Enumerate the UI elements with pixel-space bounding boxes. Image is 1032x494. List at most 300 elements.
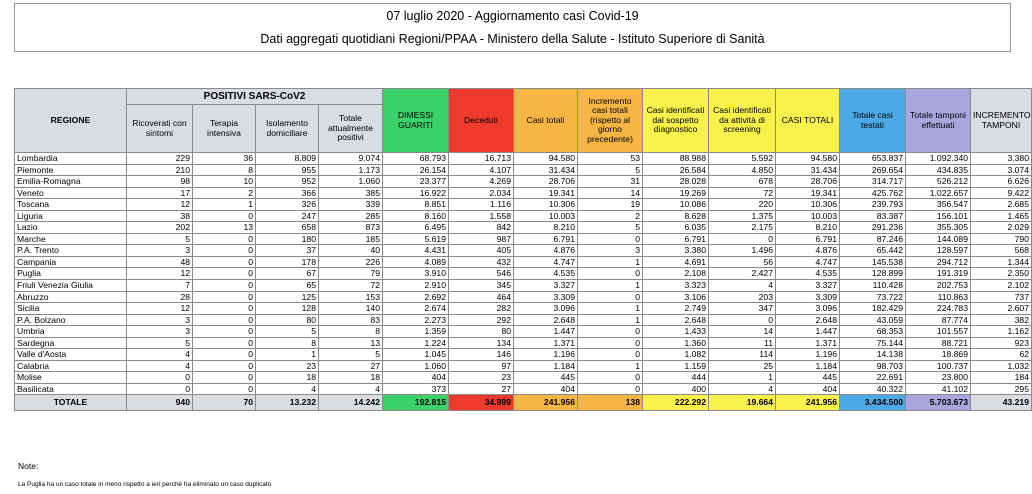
data-cell: 98 xyxy=(127,176,193,188)
data-cell: 3.074 xyxy=(971,164,1032,176)
data-cell: 404 xyxy=(383,372,449,384)
data-cell: 16.922 xyxy=(383,187,449,199)
header-incremento-tamponi: INCREMENTO TAMPONI xyxy=(971,89,1032,153)
region-name-cell: Puglia xyxy=(15,268,127,280)
data-cell: 3.096 xyxy=(776,303,840,315)
data-cell: 67 xyxy=(256,268,319,280)
data-cell: 3.309 xyxy=(514,291,578,303)
data-cell: 210 xyxy=(127,164,193,176)
data-cell: 0 xyxy=(709,314,776,326)
data-cell: 923 xyxy=(971,337,1032,349)
data-cell: 10.003 xyxy=(514,210,578,222)
data-cell: 10.003 xyxy=(776,210,840,222)
data-cell: 73.722 xyxy=(840,291,906,303)
data-cell: 27 xyxy=(319,360,383,372)
table-row xyxy=(15,326,1032,338)
data-cell: 373 xyxy=(383,383,449,395)
data-cell: 1.196 xyxy=(776,349,840,361)
data-cell: 1.184 xyxy=(776,360,840,372)
header-region: REGIONE xyxy=(15,89,127,153)
data-cell: 4.269 xyxy=(449,176,514,188)
data-cell: 87.774 xyxy=(906,314,971,326)
data-cell: 65.442 xyxy=(840,245,906,257)
data-cell: 5 xyxy=(127,337,193,349)
data-cell: 83 xyxy=(319,314,383,326)
data-cell: 400 xyxy=(643,383,709,395)
data-cell: 224.783 xyxy=(906,303,971,315)
data-cell: 0 xyxy=(193,360,256,372)
data-cell: 36 xyxy=(193,153,256,165)
data-cell: 239.793 xyxy=(840,199,906,211)
data-cell: 0 xyxy=(578,326,643,338)
data-cell: 88.721 xyxy=(906,337,971,349)
data-cell: 356.547 xyxy=(906,199,971,211)
data-cell: 1.344 xyxy=(971,256,1032,268)
data-cell: 4.747 xyxy=(776,256,840,268)
data-cell: 326 xyxy=(256,199,319,211)
header-terapia-intensiva: Terapia intensiva xyxy=(193,105,256,153)
data-cell: 40 xyxy=(319,245,383,257)
data-cell: 16.713 xyxy=(449,153,514,165)
table-row xyxy=(15,303,1032,315)
data-cell: 464 xyxy=(449,291,514,303)
totals-cell: 43.219 xyxy=(971,395,1032,411)
data-cell: 445 xyxy=(514,372,578,384)
data-cell: 2.607 xyxy=(971,303,1032,315)
data-cell: 1.371 xyxy=(776,337,840,349)
header-casi-testati: Totale casi testati xyxy=(840,89,906,153)
data-cell: 79 xyxy=(319,268,383,280)
data-cell: 3.380 xyxy=(643,245,709,257)
data-cell: 10.306 xyxy=(776,199,840,211)
data-cell: 72 xyxy=(709,187,776,199)
data-cell: 0 xyxy=(193,372,256,384)
header-casi-screening: Casi identificati da attività di screening xyxy=(709,89,776,153)
header-dimessi-guariti: DIMESSI GUARITI xyxy=(383,89,449,153)
data-cell: 110.428 xyxy=(840,280,906,292)
data-cell: 0 xyxy=(193,233,256,245)
data-cell: 0 xyxy=(578,233,643,245)
region-name-cell: P.A. Trento xyxy=(15,245,127,257)
data-cell: 153 xyxy=(319,291,383,303)
table-row xyxy=(15,314,1032,326)
data-cell: 2 xyxy=(578,210,643,222)
data-cell: 134 xyxy=(449,337,514,349)
data-cell: 5 xyxy=(127,233,193,245)
data-cell: 5 xyxy=(578,222,643,234)
data-cell: 23 xyxy=(256,360,319,372)
data-cell: 4 xyxy=(127,360,193,372)
data-cell: 10.086 xyxy=(643,199,709,211)
data-cell: 3.096 xyxy=(514,303,578,315)
data-cell: 0 xyxy=(193,314,256,326)
data-cell: 1.116 xyxy=(449,199,514,211)
data-cell: 4 xyxy=(127,349,193,361)
table-row xyxy=(15,210,1032,222)
data-cell: 6.791 xyxy=(776,233,840,245)
data-cell: 0 xyxy=(578,349,643,361)
data-cell: 1.045 xyxy=(383,349,449,361)
data-cell: 2.648 xyxy=(514,314,578,326)
table-row xyxy=(15,222,1032,234)
data-cell: 282 xyxy=(449,303,514,315)
data-cell: 0 xyxy=(193,245,256,257)
data-cell: 19.341 xyxy=(514,187,578,199)
header-casi-sospetto: Casi identificati dal sospetto diagnostico xyxy=(643,89,709,153)
data-cell: 2.029 xyxy=(971,222,1032,234)
data-cell: 28.028 xyxy=(643,176,709,188)
data-cell: 18 xyxy=(319,372,383,384)
data-cell: 8.851 xyxy=(383,199,449,211)
data-cell: 1.159 xyxy=(643,360,709,372)
data-cell: 445 xyxy=(776,372,840,384)
data-cell: 140 xyxy=(319,303,383,315)
data-cell: 94.580 xyxy=(514,153,578,165)
data-cell: 68.793 xyxy=(383,153,449,165)
region-name-cell: Molise xyxy=(15,372,127,384)
data-cell: 658 xyxy=(256,222,319,234)
data-cell: 4 xyxy=(319,383,383,395)
data-cell: 0 xyxy=(193,326,256,338)
data-cell: 0 xyxy=(193,210,256,222)
data-cell: 13 xyxy=(193,222,256,234)
data-cell: 2.685 xyxy=(971,199,1032,211)
data-cell: 178 xyxy=(256,256,319,268)
data-cell: 0 xyxy=(578,337,643,349)
data-cell: 226 xyxy=(319,256,383,268)
data-cell: 653.837 xyxy=(840,153,906,165)
data-cell: 8.210 xyxy=(776,222,840,234)
data-cell: 955 xyxy=(256,164,319,176)
data-cell: 1.162 xyxy=(971,326,1032,338)
data-cell: 1 xyxy=(578,303,643,315)
data-cell: 8.809 xyxy=(256,153,319,165)
data-cell: 8.160 xyxy=(383,210,449,222)
data-cell: 40.322 xyxy=(840,383,906,395)
data-cell: 2.102 xyxy=(971,280,1032,292)
data-cell: 0 xyxy=(193,291,256,303)
data-cell: 1.082 xyxy=(643,349,709,361)
totals-cell: 5.703.673 xyxy=(906,395,971,411)
totals-row xyxy=(15,395,1032,411)
data-cell: 25 xyxy=(709,360,776,372)
data-cell: 0 xyxy=(578,372,643,384)
totals-cell: 3.434.500 xyxy=(840,395,906,411)
region-name-cell: Sicilia xyxy=(15,303,127,315)
header-ricoverati: Ricoverati con sintomi xyxy=(127,105,193,153)
data-cell: 9.422 xyxy=(971,187,1032,199)
data-cell: 144.089 xyxy=(906,233,971,245)
data-cell: 14.138 xyxy=(840,349,906,361)
data-cell: 83.387 xyxy=(840,210,906,222)
data-cell: 1.022.657 xyxy=(906,187,971,199)
data-cell: 2.350 xyxy=(971,268,1032,280)
data-cell: 202.753 xyxy=(906,280,971,292)
data-cell: 4.876 xyxy=(776,245,840,257)
header-isolamento: Isolamento domiciliare xyxy=(256,105,319,153)
region-name-cell: Friuli Venezia Giulia xyxy=(15,280,127,292)
data-cell: 4.431 xyxy=(383,245,449,257)
data-cell: 1.196 xyxy=(514,349,578,361)
data-cell: 2.427 xyxy=(709,268,776,280)
data-cell: 11 xyxy=(709,337,776,349)
data-cell: 5 xyxy=(578,164,643,176)
data-cell: 355.305 xyxy=(906,222,971,234)
table-row xyxy=(15,199,1032,211)
data-cell: 345 xyxy=(449,280,514,292)
data-cell: 432 xyxy=(449,256,514,268)
data-cell: 0 xyxy=(127,383,193,395)
region-name-cell: Emilia-Romagna xyxy=(15,176,127,188)
data-cell: 4.691 xyxy=(643,256,709,268)
data-cell: 1.032 xyxy=(971,360,1032,372)
data-cell: 1.224 xyxy=(383,337,449,349)
data-cell: 952 xyxy=(256,176,319,188)
data-cell: 3.327 xyxy=(776,280,840,292)
region-name-cell: Sardegna xyxy=(15,337,127,349)
data-cell: 0 xyxy=(578,383,643,395)
data-cell: 4.876 xyxy=(514,245,578,257)
data-cell: 128.899 xyxy=(840,268,906,280)
data-cell: 26.154 xyxy=(383,164,449,176)
data-cell: 80 xyxy=(256,314,319,326)
region-name-cell: Lombardia xyxy=(15,153,127,165)
header-casi-totali: Casi totali xyxy=(514,89,578,153)
data-cell: 43.059 xyxy=(840,314,906,326)
data-cell: 247 xyxy=(256,210,319,222)
data-cell: 6.495 xyxy=(383,222,449,234)
data-cell: 5 xyxy=(256,326,319,338)
data-cell: 1.360 xyxy=(643,337,709,349)
table-row xyxy=(15,164,1032,176)
data-cell: 1.375 xyxy=(709,210,776,222)
data-cell: 2.910 xyxy=(383,280,449,292)
data-cell: 339 xyxy=(319,199,383,211)
data-cell: 72 xyxy=(319,280,383,292)
header-tamponi: Totale tamponi effettuati xyxy=(906,89,971,153)
data-cell: 8 xyxy=(256,337,319,349)
data-cell: 294.712 xyxy=(906,256,971,268)
data-cell: 65 xyxy=(256,280,319,292)
data-cell: 182.429 xyxy=(840,303,906,315)
data-cell: 2.648 xyxy=(643,314,709,326)
data-cell: 3 xyxy=(127,245,193,257)
data-cell: 6.035 xyxy=(643,222,709,234)
data-cell: 0 xyxy=(193,337,256,349)
data-cell: 444 xyxy=(643,372,709,384)
data-cell: 3.106 xyxy=(643,291,709,303)
data-cell: 292 xyxy=(449,314,514,326)
data-cell: 6.626 xyxy=(971,176,1032,188)
data-cell: 1.060 xyxy=(319,176,383,188)
data-cell: 23.377 xyxy=(383,176,449,188)
data-cell: 4.747 xyxy=(514,256,578,268)
data-cell: 10 xyxy=(193,176,256,188)
data-cell: 14 xyxy=(578,187,643,199)
table-row xyxy=(15,268,1032,280)
data-cell: 22.691 xyxy=(840,372,906,384)
data-cell: 314.717 xyxy=(840,176,906,188)
data-cell: 3.380 xyxy=(971,153,1032,165)
data-cell: 568 xyxy=(971,245,1032,257)
totals-cell: 192.815 xyxy=(383,395,449,411)
region-name-cell: P.A. Bolzano xyxy=(15,314,127,326)
totals-cell: 19.664 xyxy=(709,395,776,411)
data-cell: 185 xyxy=(319,233,383,245)
data-cell: 17 xyxy=(127,187,193,199)
table-row xyxy=(15,360,1032,372)
data-cell: 2.648 xyxy=(776,314,840,326)
data-cell: 27 xyxy=(449,383,514,395)
data-cell: 2.175 xyxy=(709,222,776,234)
header-deceduti: Deceduti xyxy=(449,89,514,153)
data-cell: 28 xyxy=(127,291,193,303)
data-cell: 8.628 xyxy=(643,210,709,222)
data-cell: 5.619 xyxy=(383,233,449,245)
data-cell: 0 xyxy=(578,268,643,280)
data-cell: 9.074 xyxy=(319,153,383,165)
report-subtitle: Dati aggregati quotidiani Regioni/PPAA - Ministero della Salute - Istituto Superiore di Sanità xyxy=(260,32,765,46)
data-cell: 1.184 xyxy=(514,360,578,372)
data-cell: 873 xyxy=(319,222,383,234)
data-cell: 1.371 xyxy=(514,337,578,349)
data-cell: 1.060 xyxy=(383,360,449,372)
table-row xyxy=(15,337,1032,349)
data-cell: 1.465 xyxy=(971,210,1032,222)
data-cell: 184 xyxy=(971,372,1032,384)
data-cell: 203 xyxy=(709,291,776,303)
data-cell: 1 xyxy=(709,372,776,384)
data-cell: 2.674 xyxy=(383,303,449,315)
table-row xyxy=(15,349,1032,361)
data-cell: 37 xyxy=(256,245,319,257)
data-cell: 3 xyxy=(578,245,643,257)
data-cell: 526.212 xyxy=(906,176,971,188)
data-cell: 4 xyxy=(709,383,776,395)
data-cell: 1 xyxy=(578,360,643,372)
data-cell: 285 xyxy=(319,210,383,222)
report-title-box xyxy=(14,3,1011,52)
table-row xyxy=(15,187,1032,199)
data-cell: 1 xyxy=(578,314,643,326)
data-cell: 94.580 xyxy=(776,153,840,165)
data-cell: 0 xyxy=(578,291,643,303)
data-cell: 4.850 xyxy=(709,164,776,176)
data-cell: 4 xyxy=(709,280,776,292)
data-cell: 0 xyxy=(193,349,256,361)
data-cell: 1.092.340 xyxy=(906,153,971,165)
data-cell: 18 xyxy=(256,372,319,384)
data-cell: 4.535 xyxy=(776,268,840,280)
data-cell: 434.835 xyxy=(906,164,971,176)
data-cell: 405 xyxy=(449,245,514,257)
region-name-cell: Calabria xyxy=(15,360,127,372)
data-cell: 842 xyxy=(449,222,514,234)
data-cell: 3.323 xyxy=(643,280,709,292)
data-cell: 100.737 xyxy=(906,360,971,372)
data-cell: 62 xyxy=(971,349,1032,361)
data-cell: 790 xyxy=(971,233,1032,245)
region-name-cell: Marche xyxy=(15,233,127,245)
data-cell: 0 xyxy=(193,280,256,292)
data-cell: 8 xyxy=(319,326,383,338)
data-cell: 28.706 xyxy=(776,176,840,188)
header-incremento-casi: Incremento casi totali (rispetto al giorno precedente) xyxy=(578,89,643,153)
data-cell: 68.353 xyxy=(840,326,906,338)
data-cell: 1.447 xyxy=(776,326,840,338)
data-cell: 4 xyxy=(256,383,319,395)
data-cell: 1.433 xyxy=(643,326,709,338)
totals-cell: 222.292 xyxy=(643,395,709,411)
data-cell: 48 xyxy=(127,256,193,268)
region-name-cell: Veneto xyxy=(15,187,127,199)
data-cell: 2 xyxy=(193,187,256,199)
data-cell: 38 xyxy=(127,210,193,222)
data-cell: 114 xyxy=(709,349,776,361)
data-cell: 145.538 xyxy=(840,256,906,268)
region-name-cell: Campania xyxy=(15,256,127,268)
region-name-cell: Valle d'Aosta xyxy=(15,349,127,361)
table-row xyxy=(15,256,1032,268)
table-row xyxy=(15,153,1032,165)
totals-cell: 13.232 xyxy=(256,395,319,411)
data-cell: 31 xyxy=(578,176,643,188)
data-cell: 0 xyxy=(193,303,256,315)
data-cell: 382 xyxy=(971,314,1032,326)
data-cell: 2.034 xyxy=(449,187,514,199)
data-cell: 0 xyxy=(193,268,256,280)
header-casi-totali-2: CASI TOTALI xyxy=(776,89,840,153)
data-cell: 6.791 xyxy=(514,233,578,245)
data-cell: 2.692 xyxy=(383,291,449,303)
data-cell: 366 xyxy=(256,187,319,199)
data-cell: 87.246 xyxy=(840,233,906,245)
totals-cell: 940 xyxy=(127,395,193,411)
data-cell: 191.319 xyxy=(906,268,971,280)
data-cell: 5.592 xyxy=(709,153,776,165)
data-cell: 19.341 xyxy=(776,187,840,199)
data-cell: 291.236 xyxy=(840,222,906,234)
data-cell: 3.309 xyxy=(776,291,840,303)
totals-cell: 241.956 xyxy=(514,395,578,411)
data-cell: 0 xyxy=(193,256,256,268)
data-cell: 75.144 xyxy=(840,337,906,349)
data-cell: 10.306 xyxy=(514,199,578,211)
data-cell: 19.269 xyxy=(643,187,709,199)
data-cell: 26.584 xyxy=(643,164,709,176)
data-cell: 146 xyxy=(449,349,514,361)
totals-cell: 138 xyxy=(578,395,643,411)
data-cell: 404 xyxy=(514,383,578,395)
table-row xyxy=(15,245,1032,257)
data-cell: 4.089 xyxy=(383,256,449,268)
data-cell: 269.654 xyxy=(840,164,906,176)
data-cell: 6.791 xyxy=(643,233,709,245)
data-cell: 101.557 xyxy=(906,326,971,338)
totals-cell: 241.956 xyxy=(776,395,840,411)
data-cell: 4.107 xyxy=(449,164,514,176)
data-cell: 1.447 xyxy=(514,326,578,338)
data-cell: 1.558 xyxy=(449,210,514,222)
region-name-cell: Liguria xyxy=(15,210,127,222)
data-cell: 12 xyxy=(127,268,193,280)
data-cell: 2.273 xyxy=(383,314,449,326)
data-cell: 1.173 xyxy=(319,164,383,176)
data-cell: 13 xyxy=(319,337,383,349)
data-cell: 41.102 xyxy=(906,383,971,395)
data-cell: 0 xyxy=(709,233,776,245)
data-cell: 8 xyxy=(193,164,256,176)
